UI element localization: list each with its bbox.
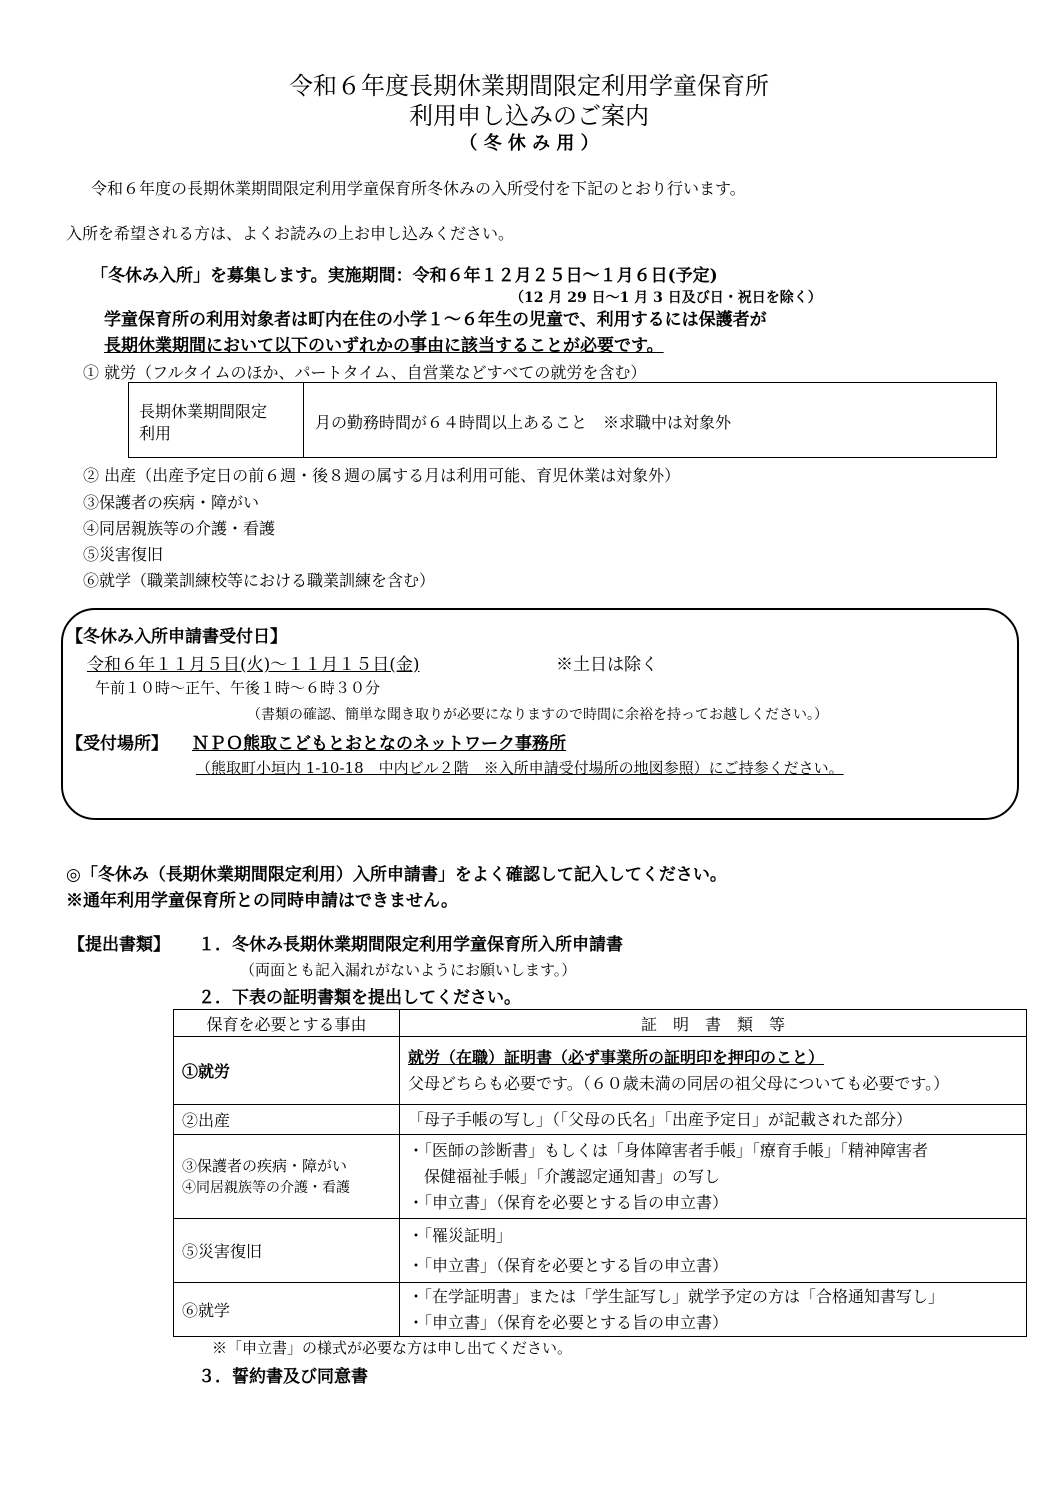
table-row-docs — [400, 1037, 1027, 1105]
reception-place-label: 【受付場所】 — [66, 734, 168, 754]
table-row-docs — [400, 1219, 1027, 1283]
table-row-reason-line: ④同居親族等の介護・看護 — [182, 1179, 350, 1196]
table-doc-line: 父母どちらも必要です。（６０歳未満の同居の祖父母についても必要です。） — [408, 1073, 950, 1093]
reception-place-address: （熊取町小垣内 1-10-18 中内ビル２階 ※入所申請受付場所の地図参照）にご持参ください。 — [196, 759, 844, 777]
table-row — [174, 1219, 1027, 1283]
table-row-reason: ②出産 — [174, 1105, 400, 1135]
table-doc-line: 就労（在職）証明書（必ず事業所の証明印を押印のこと） — [408, 1047, 825, 1067]
submission-item-2: ２．下表の証明書類を提出してください。 — [198, 988, 521, 1008]
employment-condition-value: 月の勤務時間が６４時間以上あること ※求職中は対象外 — [315, 413, 732, 432]
reception-heading: 【冬休み入所申請書受付日】 — [66, 627, 287, 647]
employment-condition-box — [128, 382, 997, 458]
employment-condition-label-1: 長期休業期間限定 — [139, 402, 268, 421]
reception-hours-note: （書類の確認、簡単な聞き取りが必要になりますので時間に余裕を持ってお越しください。） — [247, 707, 828, 723]
table-row-reason-line: ③保護者の疾病・障がい — [182, 1156, 348, 1175]
reason-childbirth: ② 出産（出産予定日の前６週・後８週の属する月は利用可能、育児休業は対象外） — [83, 466, 681, 485]
reception-dates-note: ※土日は除く — [556, 655, 658, 675]
page-subtitle: （ 冬 休 み 用 ） — [459, 133, 599, 154]
table-doc-line: 「母子手帳の写し」（「父母の氏名」「出産予定日」が記載された部分） — [408, 1109, 913, 1129]
reason-nursing-care: ④同居親族等の介護・看護 — [83, 519, 276, 538]
table-row-docs — [400, 1105, 1027, 1135]
page-title-line1: 令和６年度長期休業期間限定利用学童保育所 — [289, 72, 769, 100]
employment-condition-label-2: 利用 — [139, 424, 172, 443]
table-row — [174, 1037, 1027, 1105]
table-row-docs — [400, 1135, 1027, 1219]
eligibility-line-1: 学童保育所の利用対象者は町内在住の小学１～６年生の児童で、利用するには保護者が — [104, 310, 767, 330]
recruit-headline: 「冬休み入所」を募集します。実施期間：令和６年１２月２５日～１月６日(予定) — [91, 266, 718, 286]
table-doc-line: ・「申立書」（保育を必要とする旨の申立書） — [408, 1312, 729, 1332]
reason-employment: ① 就労（フルタイムのほか、パートタイム、自営業などすべての就労を含む） — [83, 363, 647, 382]
reception-dates: 令和６年１１月５日(火)～１１月１５日(金) — [87, 655, 420, 675]
table-row-reason — [174, 1135, 400, 1219]
note-fill-form: ◎「冬休み（長期休業期間限定利用）入所申請書」をよく確認して記入してください。 — [66, 865, 727, 885]
submission-item-3: ３．誓約書及び同意書 — [198, 1367, 368, 1387]
table-footnote: ※「申立書」の様式が必要な方は申し出てください。 — [212, 1339, 573, 1357]
table-doc-line: 保健福祉手帳」「介護認定通知書」の写し — [408, 1166, 721, 1186]
intro-paragraph-2: 入所を希望される方は、よくお読みの上お申し込みください。 — [66, 224, 515, 243]
table-row-docs — [400, 1283, 1027, 1337]
table-row — [174, 1135, 1027, 1219]
table-doc-line: ・「罹災証明」 — [408, 1225, 513, 1245]
submission-item-1: １．冬休み長期休業期間限定利用学童保育所入所申請書 — [198, 935, 623, 955]
table-doc-line: ・「医師の診断書」もしくは「身体障害者手帳」「療育手帳」「精神障害者 — [408, 1140, 929, 1160]
table-doc-line: ・「在学証明書」または「学生証写し」就学予定の方は「合格通知書写し」 — [408, 1286, 945, 1306]
table-row-reason: ①就労 — [174, 1037, 400, 1105]
table-row-reason: ⑥就学 — [174, 1283, 400, 1337]
intro-paragraph-1: 令和６年度の長期休業期間限定利用学童保育所冬休みの入所受付を下記のとおり行います。 — [91, 179, 746, 198]
reason-illness: ③保護者の疾病・障がい — [83, 493, 260, 512]
table-row-reason: ⑤災害復旧 — [174, 1219, 400, 1283]
table-doc-line: ・「申立書」（保育を必要とする旨の申立書） — [408, 1255, 729, 1275]
recruit-exclusion: （12 月 29 日～1 月 3 日及び日・祝日を除く） — [510, 290, 822, 306]
table-header-docs: 証 明 書 類 等 — [400, 1010, 1027, 1037]
submission-item-1-note: （両面とも記入漏れがないようにお願いします。） — [240, 961, 577, 979]
certificate-table — [173, 1009, 1027, 1337]
page-title-line2: 利用申し込みのご案内 — [409, 102, 649, 130]
reception-place-name: ＮＰＯ熊取こどもとおとなのネットワーク事務所 — [192, 734, 566, 754]
table-row — [174, 1105, 1027, 1135]
table-doc-line: ・「申立書」（保育を必要とする旨の申立書） — [408, 1192, 729, 1212]
note-no-simultaneous: ※通年利用学童保育所との同時申請はできません。 — [66, 891, 459, 911]
table-header-reason: 保育を必要とする事由 — [174, 1010, 400, 1037]
employment-condition-label-cell — [129, 383, 304, 457]
eligibility-line-2: 長期休業期間において以下のいずれかの事由に該当することが必要です。 — [104, 336, 664, 356]
reason-disaster: ⑤災害復旧 — [83, 545, 164, 564]
reception-hours: 午前１０時～正午、午後１時～６時３０分 — [95, 679, 381, 697]
table-header-row — [174, 1010, 1027, 1037]
submission-label: 【提出書類】 — [68, 935, 170, 955]
table-row — [174, 1283, 1027, 1337]
reason-study: ⑥就学（職業訓練校等における職業訓練を含む） — [83, 571, 436, 590]
